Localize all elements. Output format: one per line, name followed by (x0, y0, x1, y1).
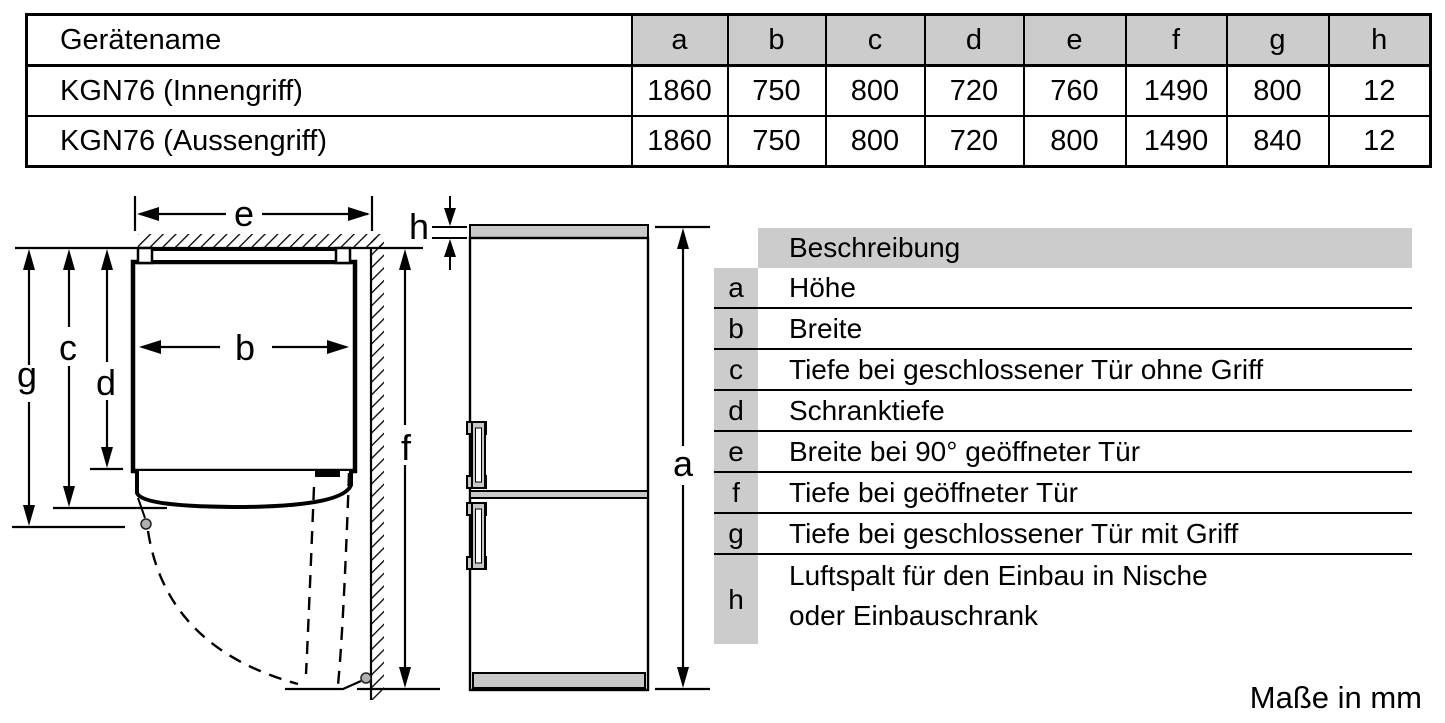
table-row (27, 66, 1431, 117)
dim-label-c: c (59, 327, 77, 368)
dimension-cell: 800 (826, 66, 925, 117)
wall-top-hatch (138, 234, 383, 248)
legend-key: f (714, 473, 758, 512)
column-header-b: b (728, 15, 826, 66)
dimension-cell: 800 (1024, 116, 1126, 167)
dimension-cell: 840 (1227, 116, 1329, 167)
column-header-d: d (925, 15, 1024, 66)
dim-label-h: h (408, 206, 430, 247)
dimension-cell: 750 (728, 66, 826, 117)
legend-item-c (714, 350, 1412, 391)
column-header-a: a (632, 15, 728, 66)
dimension-cell: 1860 (632, 116, 728, 167)
dimension-cell: 800 (826, 116, 925, 167)
legend-label: Tiefe bei geschlossener Tür ohne Griff (789, 353, 1264, 385)
dimension-cell: 1490 (1126, 116, 1227, 167)
legend-key: g (714, 514, 758, 553)
hinge-front-pivot (141, 519, 151, 529)
legend-key: h (714, 555, 758, 644)
dimension-cell: 800 (1227, 66, 1329, 117)
legend-item-b (714, 309, 1412, 350)
column-header-e: e (1024, 15, 1126, 66)
appliance-body (470, 238, 648, 690)
dim-e (135, 193, 372, 234)
column-header-c: c (826, 15, 925, 66)
legend-key: d (714, 391, 758, 430)
column-header-f: f (1126, 15, 1227, 66)
wall-spacer-right (336, 248, 350, 263)
hinge-wall-pivot (361, 673, 371, 683)
legend-label-line1: Luftspalt für den Einbau in Nische (789, 560, 1208, 591)
dim-label-b: b (234, 327, 256, 368)
dimensions-table (25, 13, 1432, 168)
legend-label: Tiefe bei geschlossener Tür mit Griff (789, 517, 1239, 549)
door-handle-mark (315, 471, 340, 477)
door-open-bottom (285, 681, 361, 689)
table-row (27, 116, 1431, 167)
dimension-diagram (0, 180, 730, 723)
dimension-cell: 750 (728, 116, 826, 167)
legend-key: a (714, 268, 758, 307)
legend-header-row (714, 228, 1412, 268)
device-name: KGN76 (Innengriff) (27, 66, 632, 117)
dimension-cell: 720 (925, 66, 1024, 117)
device-name: KGN76 (Aussengriff) (27, 116, 632, 167)
dim-label-d: d (95, 362, 117, 403)
legend-table (714, 228, 1412, 644)
top-view (15, 234, 423, 700)
legend-item-a (714, 268, 1412, 309)
legend-key: e (714, 432, 758, 471)
legend-label: Schranktiefe (789, 394, 945, 426)
legend-label: Höhe (789, 271, 856, 303)
door-gap-fill (471, 492, 647, 497)
wall-spacer-bar (152, 250, 336, 261)
legend-item-f (714, 473, 1412, 514)
legend-key: c (714, 350, 758, 389)
dim-label-e: e (233, 193, 255, 234)
front-view (467, 225, 648, 690)
legend-item-h (714, 555, 1412, 644)
legend-header-spacer (714, 228, 758, 268)
dim-f (357, 249, 440, 689)
base-plinth (473, 673, 645, 688)
wall-spacer-left (138, 248, 152, 263)
legend-label: Breite bei 90° geöffneter Tür (789, 435, 1141, 467)
column-header-h: h (1329, 15, 1431, 66)
legend-label: Tiefe bei geöffneter Tür (789, 476, 1078, 508)
legend-header: Beschreibung (758, 228, 1412, 268)
dim-h (409, 196, 467, 270)
dimension-cell: 1490 (1126, 66, 1227, 117)
device-name-header: Gerätename (27, 15, 632, 66)
air-gap-strip (470, 225, 648, 238)
legend-key: b (714, 309, 758, 348)
dim-label-a: a (672, 443, 694, 484)
legend-label: Breite (789, 312, 863, 344)
wall-right-hatch (371, 238, 384, 700)
door-swing-arc (148, 531, 298, 684)
dimension-cell: 720 (925, 116, 1024, 167)
legend-item-g (714, 514, 1412, 555)
dim-label-f: f (400, 427, 412, 468)
legend-item-e (714, 432, 1412, 473)
units-note: Maße in mm (1249, 680, 1422, 715)
dim-a (655, 227, 710, 689)
dim-label-g: g (16, 354, 38, 395)
column-header-g: g (1227, 15, 1329, 66)
legend-item-d (714, 391, 1412, 432)
dimension-cell: 12 (1329, 116, 1431, 167)
legend-label-line2: oder Einbauschrank (789, 600, 1039, 631)
dimension-cell: 760 (1024, 66, 1126, 117)
dim-d (90, 249, 123, 469)
dimension-cell: 1860 (632, 66, 728, 117)
dimension-cell: 12 (1329, 66, 1431, 117)
door-open-left-dashed (306, 487, 314, 674)
door-open-right-dashed (338, 473, 349, 685)
table-header-row (27, 15, 1431, 66)
